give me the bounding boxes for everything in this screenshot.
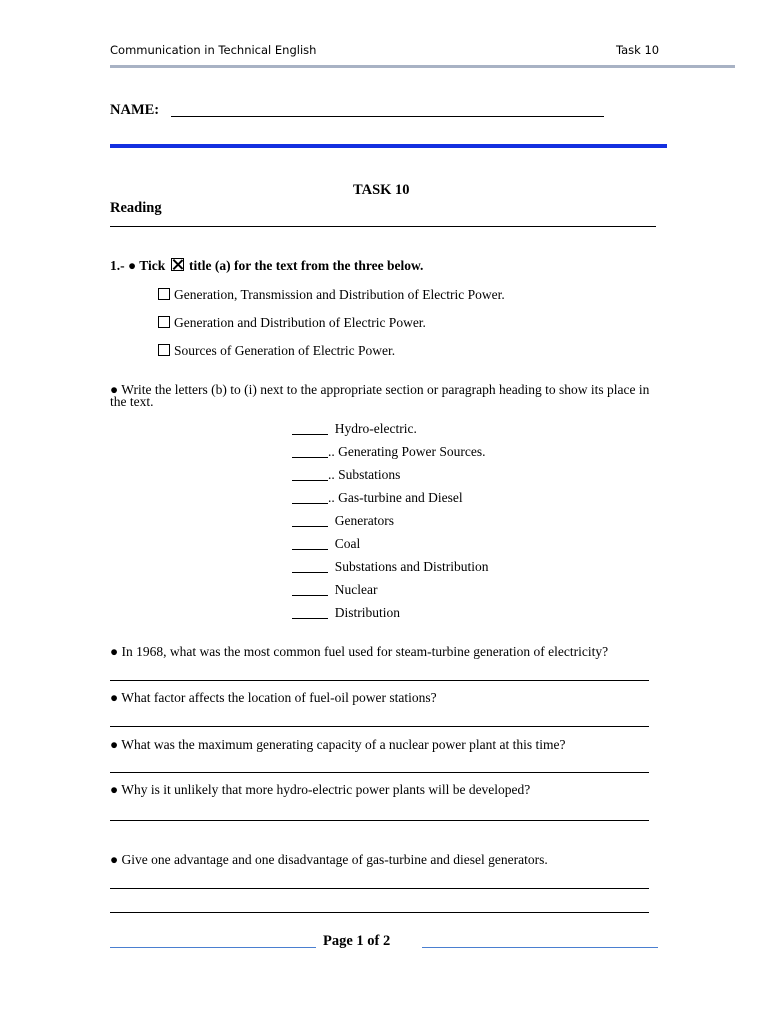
answer-line[interactable] xyxy=(110,912,649,913)
course-title: Communication in Technical English xyxy=(110,43,317,57)
answer-blank[interactable] xyxy=(292,536,328,550)
heading-label: Nuclear xyxy=(334,582,378,597)
heading-label: Generators xyxy=(334,513,394,528)
heading-label: Hydro-electric. xyxy=(334,421,417,436)
question-1-suffix: title (a) for the text from the three below. xyxy=(189,258,424,273)
title-option[interactable] xyxy=(158,315,426,331)
heading-label: Substations and Distribution xyxy=(334,559,489,574)
answer-line[interactable] xyxy=(110,726,649,727)
answer-blank[interactable] xyxy=(292,444,328,458)
heading-item[interactable] xyxy=(292,467,400,483)
option-label: Sources of Generation of Electric Power. xyxy=(174,343,396,358)
answer-line[interactable] xyxy=(110,772,649,773)
question-1-prefix: 1.- ● Tick xyxy=(110,258,166,273)
name-label: NAME: xyxy=(110,102,160,118)
question-hydro: ● Why is it unlikely that more hydro-electric power plants will be developed? xyxy=(110,782,531,797)
heading-item[interactable] xyxy=(292,536,360,552)
section-heading: Reading xyxy=(110,200,162,216)
page-title: TASK 10 xyxy=(353,182,410,198)
heading-sep xyxy=(328,536,335,551)
page-number: Page 1 of 2 xyxy=(323,933,391,949)
checked-box-icon xyxy=(171,258,184,271)
answer-line[interactable] xyxy=(110,888,649,889)
name-input-line[interactable] xyxy=(171,116,604,117)
header-divider xyxy=(110,65,735,68)
option-label: Generation and Distribution of Electric Power. xyxy=(174,315,426,330)
question-nuclear: ● What was the maximum generating capacity of a nuclear power plant at this time? xyxy=(110,737,566,752)
heading-sep xyxy=(328,421,335,436)
task-number: Task 10 xyxy=(616,43,660,57)
heading-label: Distribution xyxy=(334,605,401,620)
heading-sep xyxy=(328,559,335,574)
answer-line[interactable] xyxy=(110,680,649,681)
answer-blank[interactable] xyxy=(292,605,328,619)
answer-blank[interactable] xyxy=(292,467,328,481)
answer-blank[interactable] xyxy=(292,582,328,596)
heading-sep: .. xyxy=(328,444,339,459)
heading-sep xyxy=(328,513,335,528)
heading-item[interactable] xyxy=(292,490,463,506)
heading-label: Generating Power Sources. xyxy=(338,444,486,459)
answer-blank[interactable] xyxy=(292,421,328,435)
answer-blank[interactable] xyxy=(292,559,328,573)
answer-line[interactable] xyxy=(110,820,649,821)
heading-sep xyxy=(328,582,335,597)
matching-instruction: ● Write the letters (b) to (i) next to the appropriate section or paragraph heading to show its place in the text. xyxy=(110,382,650,409)
question-fuel: ● In 1968, what was the most common fuel used for steam-turbine generation of electricity? xyxy=(110,644,609,659)
blue-divider xyxy=(110,144,667,148)
checkbox-icon[interactable] xyxy=(158,344,170,356)
heading-item[interactable] xyxy=(292,559,489,575)
heading-item[interactable] xyxy=(292,513,394,529)
heading-sep: .. xyxy=(328,467,339,482)
title-option[interactable] xyxy=(158,343,395,359)
heading-sep xyxy=(328,605,335,620)
question-fuel-oil: ● What factor affects the location of fuel-oil power stations? xyxy=(110,690,437,705)
section-divider xyxy=(110,226,656,227)
footer-rule-right xyxy=(422,947,658,948)
question-gas-turbine: ● Give one advantage and one disadvantage of gas-turbine and diesel generators. xyxy=(110,852,548,867)
heading-item[interactable] xyxy=(292,444,485,460)
heading-label: Coal xyxy=(334,536,361,551)
title-option[interactable] xyxy=(158,287,505,303)
question-1-prompt xyxy=(110,258,423,274)
heading-sep: .. xyxy=(328,490,339,505)
heading-label: Gas-turbine and Diesel xyxy=(338,490,463,505)
answer-blank[interactable] xyxy=(292,490,328,504)
checkbox-icon[interactable] xyxy=(158,288,170,300)
option-label: Generation, Transmission and Distribution of Electric Power. xyxy=(174,287,505,302)
heading-label: Substations xyxy=(338,467,401,482)
heading-item[interactable] xyxy=(292,605,400,621)
checkbox-icon[interactable] xyxy=(158,316,170,328)
footer-rule-left xyxy=(110,947,316,948)
answer-blank[interactable] xyxy=(292,513,328,527)
heading-item[interactable] xyxy=(292,421,417,437)
heading-item[interactable] xyxy=(292,582,377,598)
